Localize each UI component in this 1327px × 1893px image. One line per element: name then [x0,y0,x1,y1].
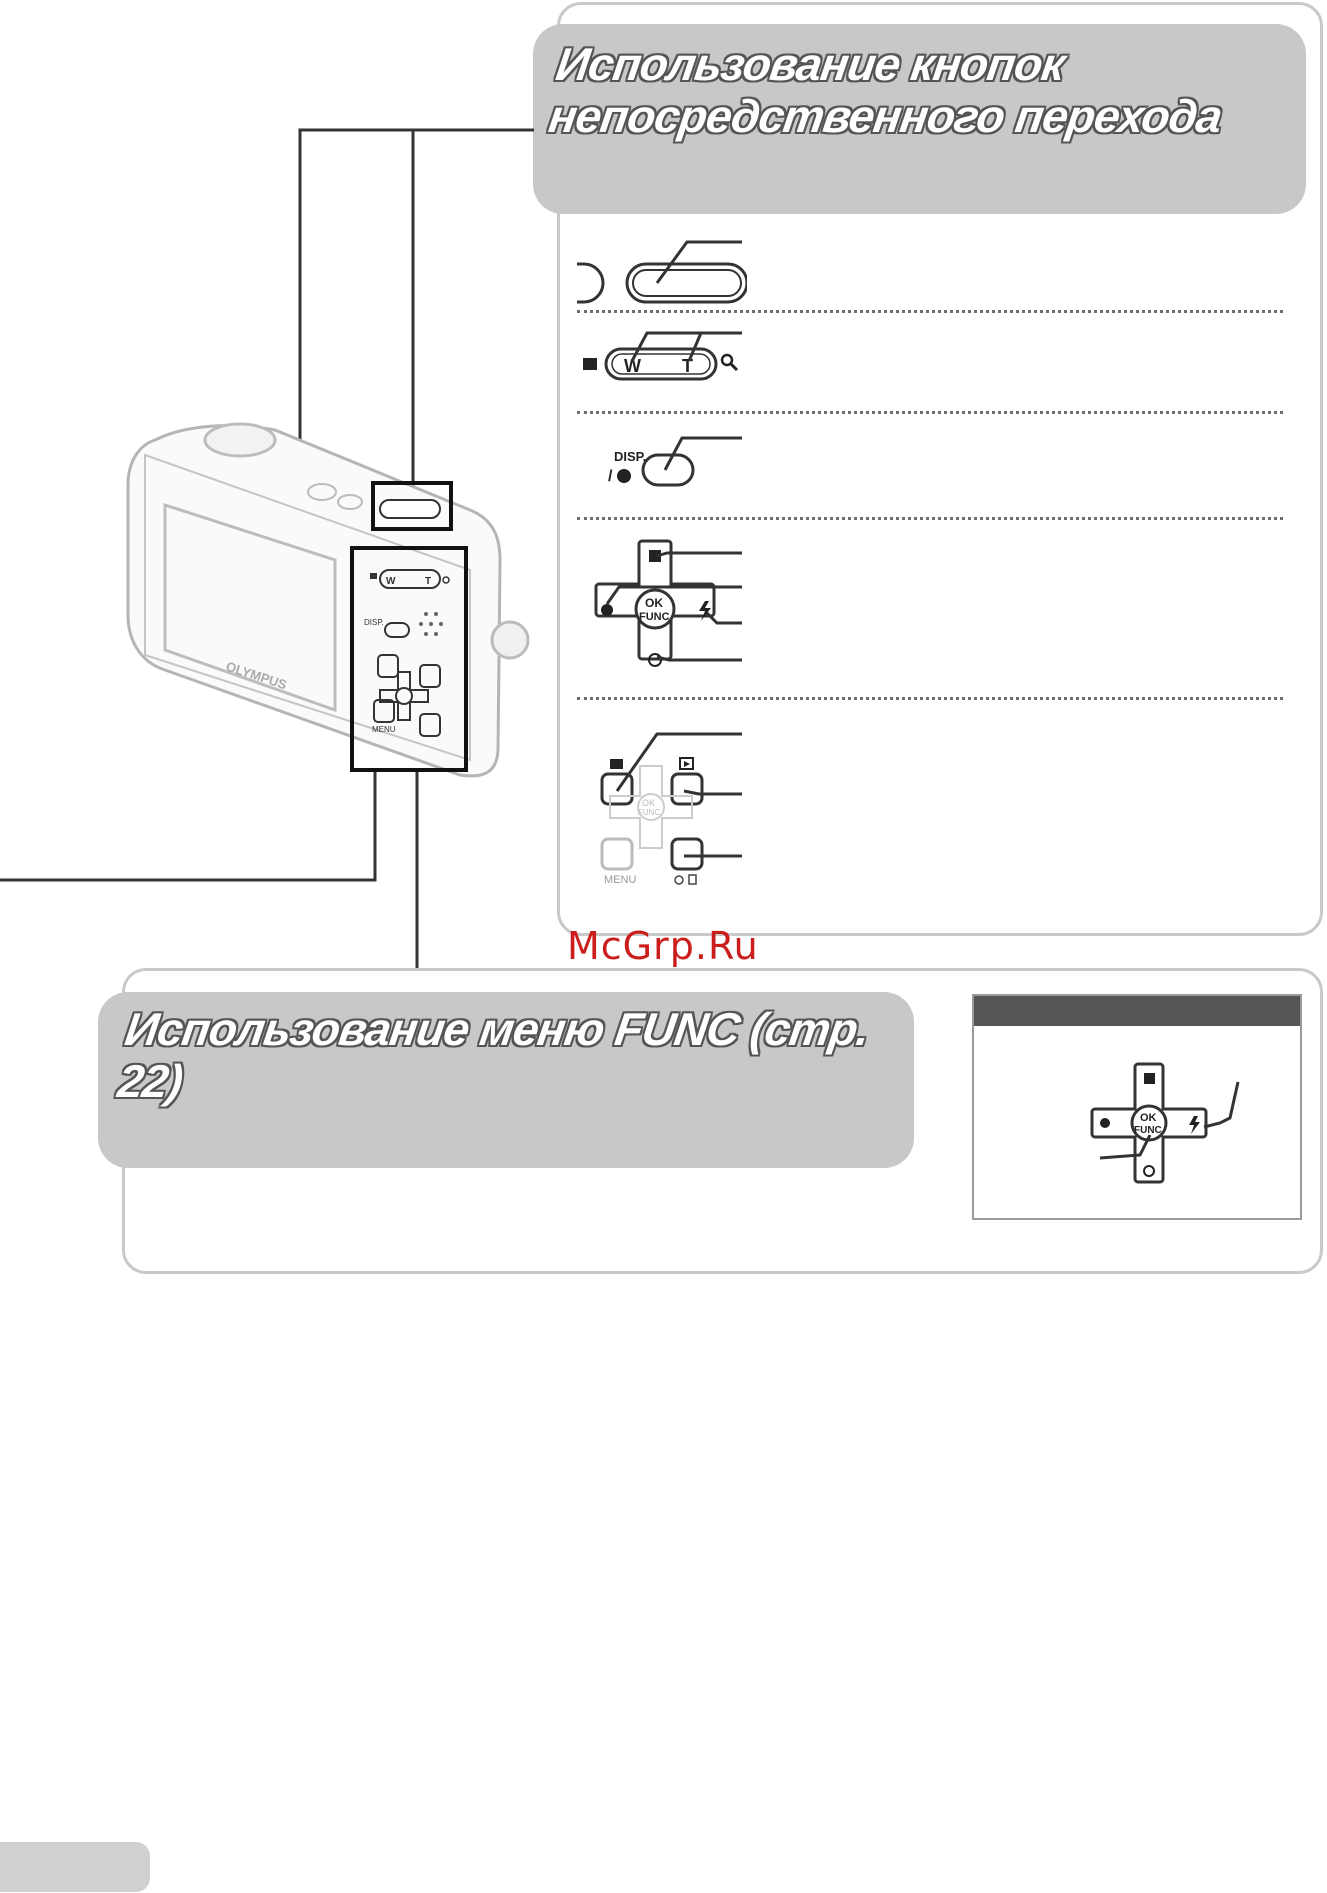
svg-text:/: / [608,468,613,485]
row-divider [577,310,1283,313]
help-icon [617,469,631,483]
func-label: FUNC [639,611,670,623]
camera-brand: OLYMPUS [224,658,289,693]
arrow-pad-illustration [577,535,747,685]
func-inset-header [974,996,1300,1026]
func-arrow-pad-illustration [1070,1060,1260,1200]
ok-faded-label: OK [642,798,656,808]
direct-buttons-title [546,38,1301,142]
mode-buttons-illustration [577,716,747,896]
zoom-w-label: W [624,356,641,376]
func-menu-title: Использование меню FUNC (стр. 22) [114,1003,873,1107]
svg-text:MENU: MENU [372,725,396,734]
row-divider [577,697,1283,700]
camera-illustration [0,110,560,970]
zoom-buttons-illustration [577,325,747,390]
camera-icon [610,759,623,769]
wide-icon [583,358,597,370]
disp-label: DISP. [614,449,647,464]
disp-button-illustration [577,428,747,498]
watermark: McGrp.Ru [567,924,759,968]
svg-text:W: W [386,576,396,587]
trash-icon [689,875,696,884]
macro-icon [601,604,613,616]
func-faded-label: FUNC [638,808,661,817]
inset-ok-label: OK [1140,1112,1157,1124]
tele-zoom-icon [722,355,732,365]
inset-func-label: FUNC [1134,1125,1162,1136]
zoom-t-label: T [682,356,693,376]
svg-text:T: T [425,576,432,587]
title-line-2: непосредственного перехода [545,90,1225,142]
shutter-button-illustration [577,228,747,308]
svg-text:DISP.: DISP. [364,618,384,627]
row-divider [577,411,1283,414]
menu-label: MENU [604,874,637,886]
page-number-tab [0,1842,150,1892]
row-divider [577,517,1283,520]
ok-label: OK [645,596,663,610]
title-line-1: Использование кнопок [553,38,1068,90]
